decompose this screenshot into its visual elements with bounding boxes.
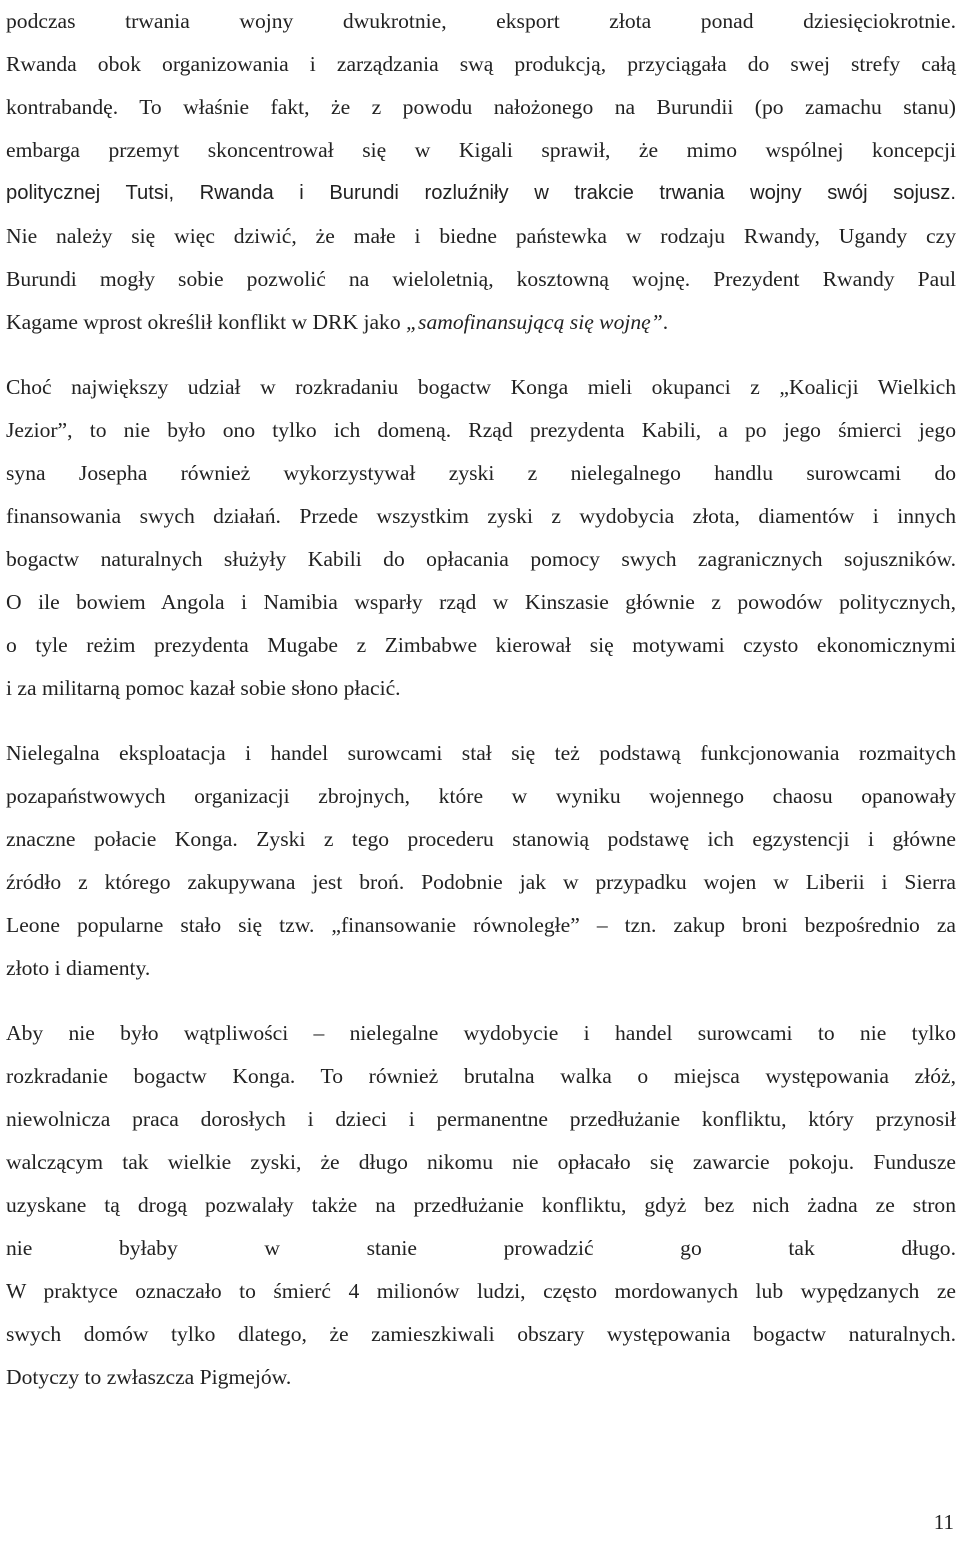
text-line: znaczne połacie Konga. Zyski z tego procederu stanowią podstawę ich egzystencji i główne (6, 827, 956, 851)
text-line: politycznej Tutsi, Rwanda i Burundi rozluźniły w trakcie trwania wojny swój sojusz. (6, 182, 956, 204)
text-fragment: . (662, 310, 669, 334)
text-line: Rwanda obok organizowania i zarządzania swą produkcją, przyciągała do swej strefy całą (6, 52, 956, 76)
text-line: W praktyce oznaczało to śmierć 4 milionów ludzi, często mordowanych lub wypędzanych ze (6, 1279, 956, 1303)
paragraph-1 (6, 0, 956, 344)
text-line: Jezior”, to nie było ono tylko ich domeną. Rząd prezydenta Kabili, a po jego śmierci jego (6, 418, 956, 442)
text-line: uzyskane tą drogą pozwalały także na przedłużanie konfliktu, gdyż bez nich żadna ze stron (6, 1193, 956, 1217)
text-line: pozapaństwowych organizacji zbrojnych, które w wyniku wojennego chaosu opanowały (6, 784, 956, 808)
text-line: Aby nie było wątpliwości – nielegalne wydobycie i handel surowcami to nie tylko (6, 1021, 956, 1045)
text-line: Dotyczy to zwłaszcza Pigmejów. (6, 1365, 292, 1389)
text-line: bogactw naturalnych służyły Kabili do opłacania pomocy swych zagranicznych sojuszników. (6, 547, 956, 571)
text-line: finansowania swych działań. Przede wszystkim zyski z wydobycia złota, diamentów i innych (6, 504, 956, 528)
text-line: i za militarną pomoc kazał sobie słono płacić. (6, 676, 401, 700)
text-line: swych domów tylko dlatego, że zamieszkiwali obszary występowania bogactw naturalnych. (6, 1322, 956, 1346)
text-line: o tyle reżim prezydenta Mugabe z Zimbabwe kierował się motywami czysto ekonomicznymi (6, 633, 956, 657)
text-line: syna Josepha również wykorzystywał zyski z nielegalnego handlu surowcami do (6, 461, 956, 485)
text-line: niewolnicza praca dorosłych i dzieci i permanentne przedłużanie konfliktu, który przynosił (6, 1107, 956, 1131)
document-page (6, 0, 956, 1541)
text-line: Burundi mogły sobie pozwolić na wieloletnią, kosztowną wojnę. Prezydent Rwandy Paul (6, 267, 956, 291)
text-line: Choć największy udział w rozkradaniu bogactw Konga mieli okupanci z „Koalicji Wielkich (6, 375, 956, 399)
italic-quote: „samofinansującą się wojnę” (406, 310, 663, 334)
text-line: źródło z którego zakupywana jest broń. Podobnie jak w przypadku wojen w Liberii i Sierra (6, 870, 956, 894)
text-line: O ile bowiem Angola i Namibia wsparły rząd w Kinszasie głównie z powodów politycznych, (6, 590, 956, 614)
text-line: złoto i diamenty. (6, 956, 151, 980)
text-line: kontrabandę. To właśnie fakt, że z powodu nałożonego na Burundii (po zamachu stanu) (6, 95, 956, 119)
text-line: nie byłaby w stanie prowadzić go tak długo. (6, 1236, 956, 1260)
text-line: podczas trwania wojny dwukrotnie, eksport złota ponad dziesięciokrotnie. (6, 9, 956, 33)
text-line: embarga przemyt skoncentrował się w Kigali sprawił, że mimo wspólnej koncepcji (6, 138, 956, 162)
page-number: 11 (933, 1510, 954, 1534)
paragraph-3 (6, 732, 956, 990)
text-line: rozkradanie bogactw Konga. To również brutalna walka o miejsca występowania złóż, (6, 1064, 956, 1088)
text-line: Nielegalna eksploatacja i handel surowcami stał się też podstawą funkcjonowania rozmaitych (6, 741, 956, 765)
text-fragment: Kagame wprost określił konflikt w DRK jako (6, 310, 407, 334)
text-line: walczącym tak wielkie zyski, że długo nikomu nie opłacało się zawarcie pokoju. Fundusze (6, 1150, 956, 1174)
text-line (6, 301, 956, 344)
paragraph-2 (6, 366, 956, 710)
paragraph-4 (6, 1012, 956, 1399)
text-line: Nie należy się więc dziwić, że małe i biedne państewka w rodzaju Rwandy, Ugandy czy (6, 224, 956, 248)
text-line: Leone popularne stało się tzw. „finansowanie równoległe” – tzn. zakup broni bezpośrednio za (6, 913, 956, 937)
